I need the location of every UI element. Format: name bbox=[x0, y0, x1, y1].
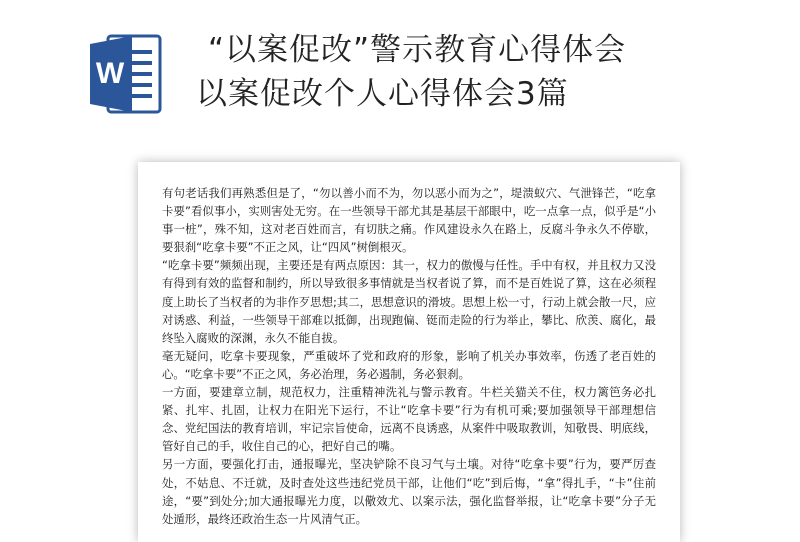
title-line-1: “以案促改”警示教育心得体会 bbox=[208, 32, 627, 68]
paragraph: 一方面，要建章立制，规范权力，注重精神洗礼与警示教育。牛栏关猫关不住，权力篱笆务必扎紧、扎牢、扎固，让权力在阳光下运行，不让“吃拿卡要”行为有机可乘;要加强领导干部理想信念、党纪国法的教育培训，牢记宗旨使命，远离不良诱惑，从案件中吸取教训，知敬畏、明底线，管好自己的手，收住自己的心，把好自己的嘴。 bbox=[162, 385, 656, 454]
paragraph: 有句老话我们再熟悉但是了，“勿以善小而不为，勿以恶小而为之”，堤溃蚁穴、气泄锋芒，“吃拿卡要”看似事小，实则害处无穷。在一些领导干部尤其是基层干部眼中，吃一点拿一点，似乎是“小事一桩”，殊不知，这对老百姓而言，有切肤之痛。作风建设永久在路上，反腐斗争永久不停歇，要狠刹“吃拿卡要”不正之风，让“四风”树倒根灭。 bbox=[162, 186, 656, 255]
paragraph: “吃拿卡要”频频出现，主要还是有两点原因：其一，权力的傲慢与任性。手中有权，并且权力又没有得到有效的监督和制约，所以导致很多事情就是当权者说了算，而不是百姓说了算，这在必须程度上助长了当权者的为非作歹思想;其二，思想意识的滑坡。思想上松一寸，行动上就会散一尺，应对诱惑、利益，一些领导干部难以抵御，出现跑偏、铤而走险的行为举止，攀比、欣羡、腐化，最终坠入腐败的深渊，永久不能自拔。 bbox=[162, 258, 656, 345]
word-logo-letter: W bbox=[95, 57, 125, 90]
page-title bbox=[196, 28, 788, 116]
document-body bbox=[162, 184, 656, 528]
document-page bbox=[138, 162, 680, 542]
word-document-icon bbox=[88, 30, 164, 118]
title-line-2: 以案促改个人心得体会3篇 bbox=[196, 76, 569, 112]
paragraph: 另一方面，要强化打击，通报曝光，坚决铲除不良习气与土壤。对待“吃拿卡要”行为，要严厉查处，不姑息、不迁就，及时查处这些违纪党员干部，让他们“吃”到后悔，“拿”得扎手，“卡”住前途，“要”到处分;加大通报曝光力度，以儆效尤、以案示法，强化监督举报，让“吃拿卡要”分子无处遁形，最终还政治生态一片风清气正。 bbox=[162, 457, 656, 526]
header bbox=[0, 0, 800, 150]
paragraph: 毫无疑问，吃拿卡要现象，严重破坏了党和政府的形象，影响了机关办事效率，伤透了老百姓的心。“吃拿卡要”不正之风，务必治理，务必遏制，务必狠刹。 bbox=[162, 348, 656, 381]
